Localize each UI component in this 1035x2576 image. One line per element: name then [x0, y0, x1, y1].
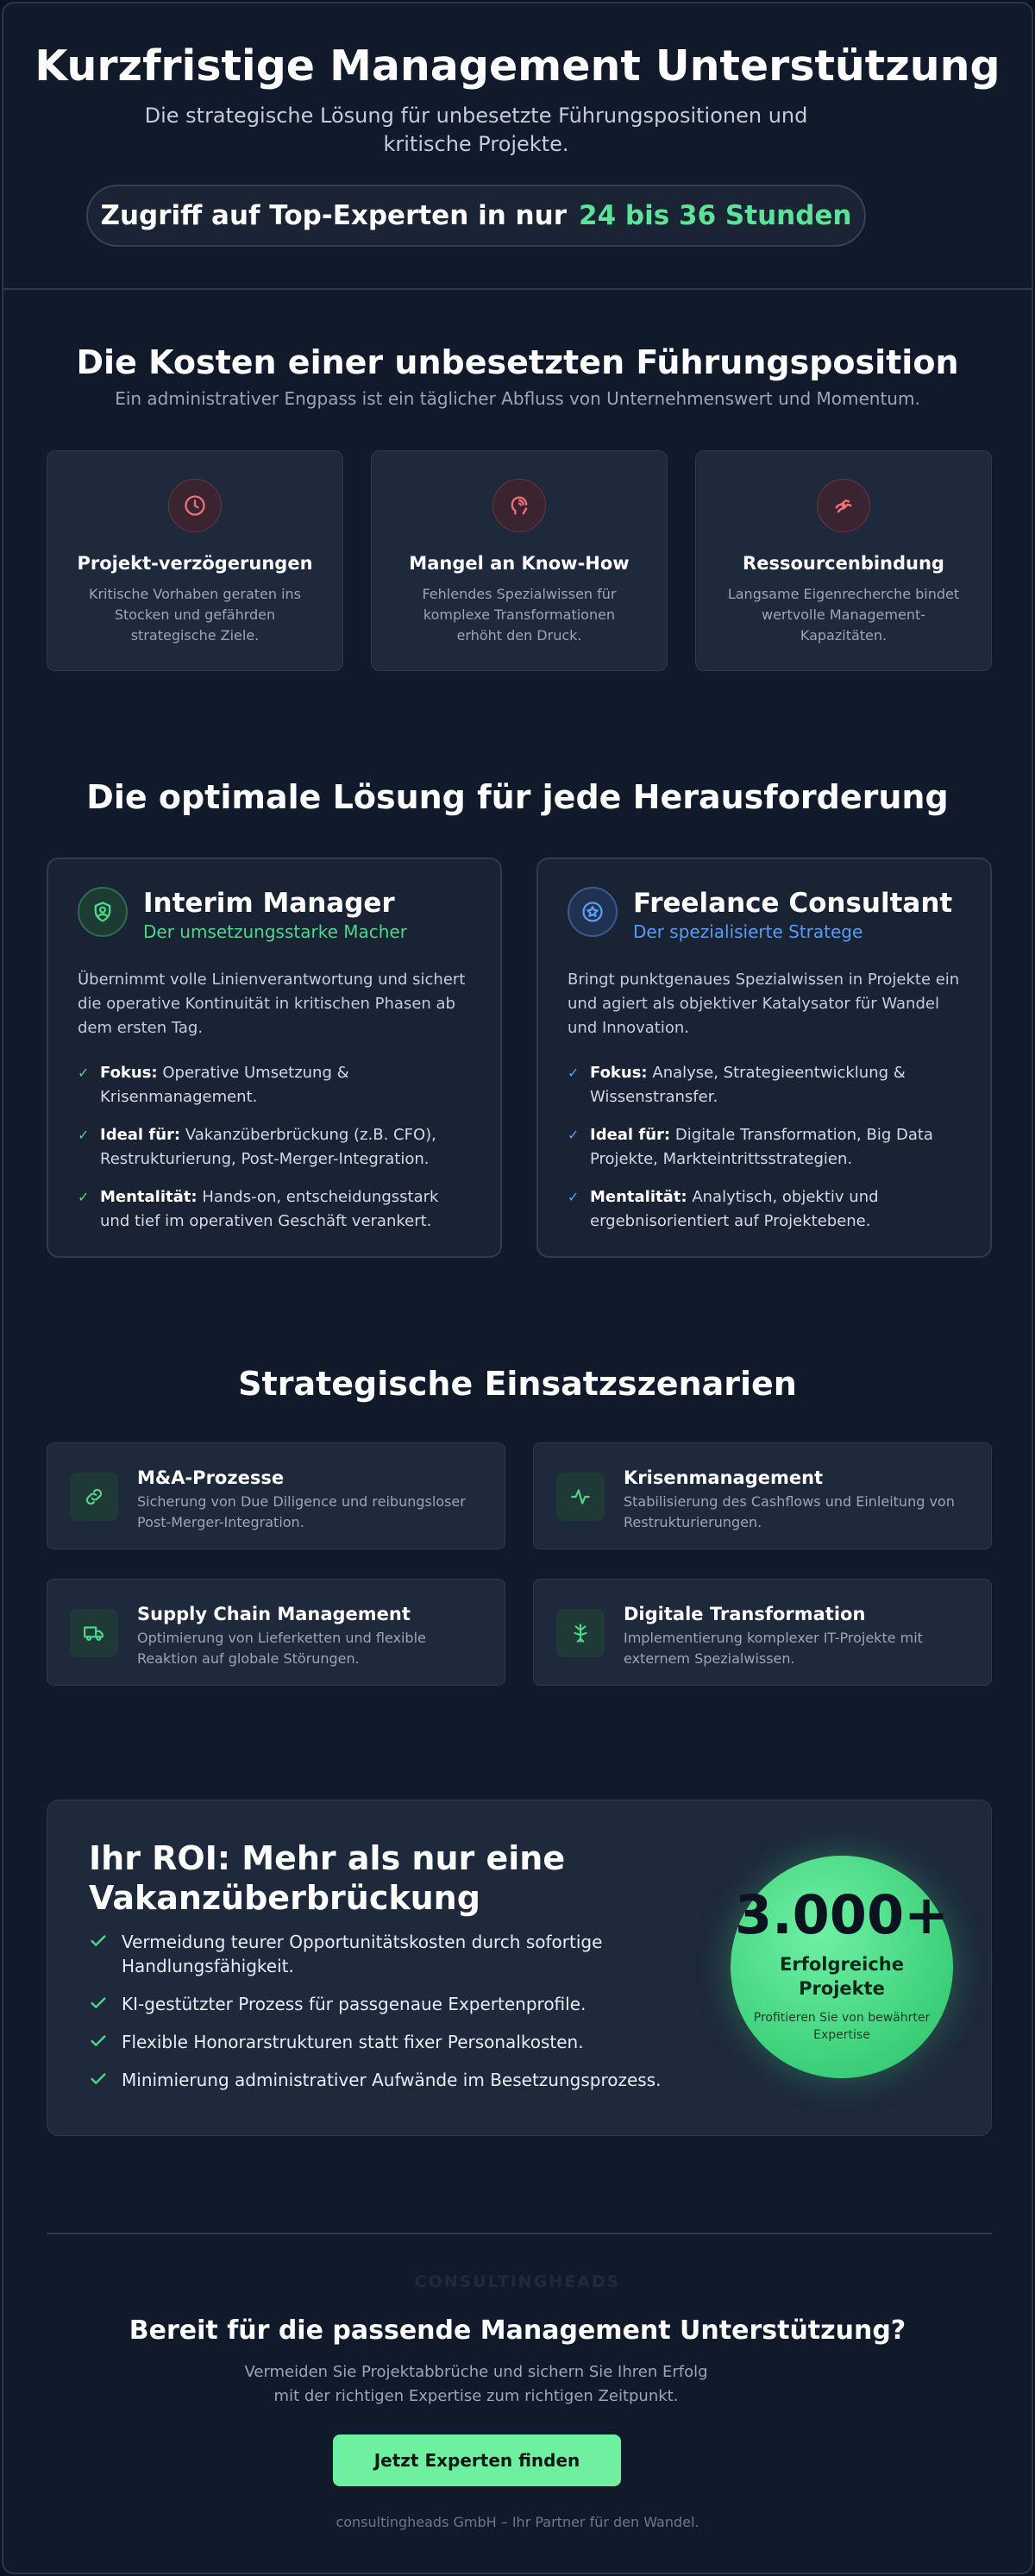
roi-stat-label: Erfolgreiche Projekte: [780, 1954, 904, 1999]
solution-tagline: Der spezialisierte Stratege: [633, 921, 863, 942]
scenario-card-digital: [533, 1579, 992, 1686]
hero-pill-highlight: 24 bis 36 Stunden: [579, 200, 852, 231]
money-icon: [817, 479, 870, 532]
brand-watermark: CONSULTINGHEADS: [414, 2272, 621, 2291]
truck-icon: [70, 1609, 118, 1657]
solution-name: Interim Manager: [143, 888, 395, 919]
scenario-text: Implementierung komplexer IT-Projekte mit externem Spezialwissen.: [624, 1630, 923, 1667]
solution-point: ✓ Fokus: Operative Umsetzung & Krisenmanagement.: [78, 1061, 471, 1109]
clock-icon: [168, 479, 222, 532]
copyright: consultingheads GmbH – Ihr Partner für den Wandel.: [336, 2514, 699, 2530]
costs-subtitle: Ein administrativer Engpass ist ein täglicher Abfluss von Unternehmenswert und Momentum.: [115, 388, 920, 409]
network-icon: [556, 1609, 605, 1657]
roi-stat-circle: [731, 1856, 953, 2078]
cost-card-title: Mangel an Know-How: [409, 553, 630, 574]
scenario-text: Sicherung von Due Diligence und reibungsloser Post-Merger-Integration.: [137, 1493, 466, 1530]
link-icon: [70, 1473, 118, 1521]
cost-card-title: Ressourcenbindung: [743, 553, 944, 574]
activity-icon: [556, 1473, 605, 1521]
cost-card-title: Projekt-verzögerungen: [77, 553, 313, 574]
divider: [47, 2233, 992, 2234]
solution-point: ✓ Ideal für: Digitale Transformation, Big Data Projekte, Markteintrittsstrategien.: [568, 1123, 961, 1172]
solution-point: ✓ Ideal für: Vakanzüberbrückung (z.B. CFO), Restrukturierung, Post-Merger-Integration.: [78, 1123, 471, 1172]
scenario-title: Krisenmanagement: [624, 1467, 824, 1488]
scenario-title: Digitale Transformation: [624, 1604, 866, 1624]
check-icon: [89, 2070, 108, 2089]
page-title: Kurzfristige Management Unterstützung: [34, 41, 1000, 91]
scenario-card-crisis: [533, 1442, 992, 1549]
cost-card-knowhow: [371, 450, 668, 671]
cost-card-text: Langsame Eigenrecherche bindet wertvolle Management-Kapazitäten.: [727, 586, 960, 644]
scenario-text: Optimierung von Lieferketten und flexible Reaktion auf globale Störungen.: [137, 1630, 426, 1667]
roi-stat-value: 3.000+: [734, 1883, 950, 1946]
check-icon: ✓: [568, 1189, 580, 1205]
cta-title: Bereit für die passende Management Unterstützung?: [129, 2315, 906, 2346]
solutions-title: Die optimale Lösung für jede Herausforderung: [86, 778, 949, 816]
cost-card-text: Kritische Vorhaben geraten ins Stocken und gefährden strategische Ziele.: [88, 586, 302, 644]
hero-pill: [86, 185, 866, 247]
scenario-text: Stabilisierung des Cashflows und Einleitung von Restrukturierungen.: [624, 1493, 955, 1530]
roi-title: Ihr ROI: Mehr als nur eine Vakanzüberbrückung: [89, 1839, 566, 1917]
check-icon: [89, 1994, 108, 2013]
check-icon: ✓: [78, 1127, 90, 1143]
brain-icon: [492, 479, 546, 532]
solution-point: ✓ Mentalität: Hands-on, entscheidungsstark und tief im operativen Geschäft verankert.: [78, 1185, 471, 1234]
roi-item: Minimierung administrativer Aufwände im Besetzungsprozess.: [89, 2068, 675, 2092]
check-icon: ✓: [568, 1127, 580, 1143]
page: [2, 2, 1033, 2574]
scenario-title: M&A-Prozesse: [137, 1467, 285, 1488]
roi-stat-note: Profitieren Sie von bewährter Expertise: [753, 2011, 931, 2042]
check-icon: ✓: [78, 1065, 90, 1081]
solution-name: Freelance Consultant: [633, 888, 953, 919]
scenario-title: Supply Chain Management: [137, 1604, 411, 1624]
roi-item: KI-gestützter Prozess für passgenaue Expertenprofile.: [89, 1992, 675, 2016]
cost-card-resources: [695, 450, 992, 671]
roi-section: [47, 1800, 992, 2136]
roi-item: Vermeidung teurer Opportunitätskosten durch sofortige Handlungsfähigkeit.: [89, 1930, 675, 1978]
check-icon: [89, 2032, 108, 2051]
solution-description: Bringt punktgenaues Spezialwissen in Projekte ein und agiert als objektiver Katalysator für Wandel und Innovation.: [568, 971, 960, 1037]
cost-card-delay: [47, 450, 343, 671]
hero-subtitle: Die strategische Lösung für unbesetzte Führungspositionen und kritische Projekte.: [144, 104, 808, 156]
solution-tagline: Der umsetzungsstarke Macher: [143, 921, 407, 942]
shield-user-icon: [78, 887, 128, 937]
star-badge-icon: [568, 887, 618, 937]
solution-point: ✓ Fokus: Analyse, Strategieentwicklung & Wissenstransfer.: [568, 1061, 961, 1109]
costs-title: Die Kosten einer unbesetzten Führungsposition: [76, 343, 959, 381]
scenario-card-supply: [47, 1579, 505, 1686]
solution-point: ✓ Mentalität: Analytisch, objektiv und ergebnisorientiert auf Projektebene.: [568, 1185, 961, 1234]
roi-item: Flexible Honorarstrukturen statt fixer Personalkosten.: [89, 2030, 675, 2054]
scenario-card-ma: [47, 1442, 505, 1549]
solution-description: Übernimmt volle Linienverantwortung und sichert die operative Kontinuität in kritischen Phasen ab dem ersten Tag.: [78, 971, 466, 1037]
solution-card-consultant: [536, 858, 992, 1258]
find-experts-button[interactable]: Jetzt Experten finden: [333, 2435, 621, 2486]
check-icon: [89, 1932, 108, 1951]
cost-card-text: Fehlendes Spezialwissen für komplexe Transformationen erhöht den Druck.: [422, 586, 617, 644]
scenarios-title: Strategische Einsatzszenarien: [238, 1365, 797, 1403]
solution-card-interim: [47, 858, 502, 1258]
check-icon: ✓: [78, 1189, 90, 1205]
hero-pill-text: Zugriff auf Top-Experten in nur: [100, 200, 567, 231]
check-icon: ✓: [568, 1065, 580, 1081]
divider: [3, 288, 1032, 290]
cta-subtitle: Vermeiden Sie Projektabbrüche und sichern Sie Ihren Erfolg mit der richtigen Expertise zum richtigen Zeitpunkt.: [244, 2363, 708, 2405]
